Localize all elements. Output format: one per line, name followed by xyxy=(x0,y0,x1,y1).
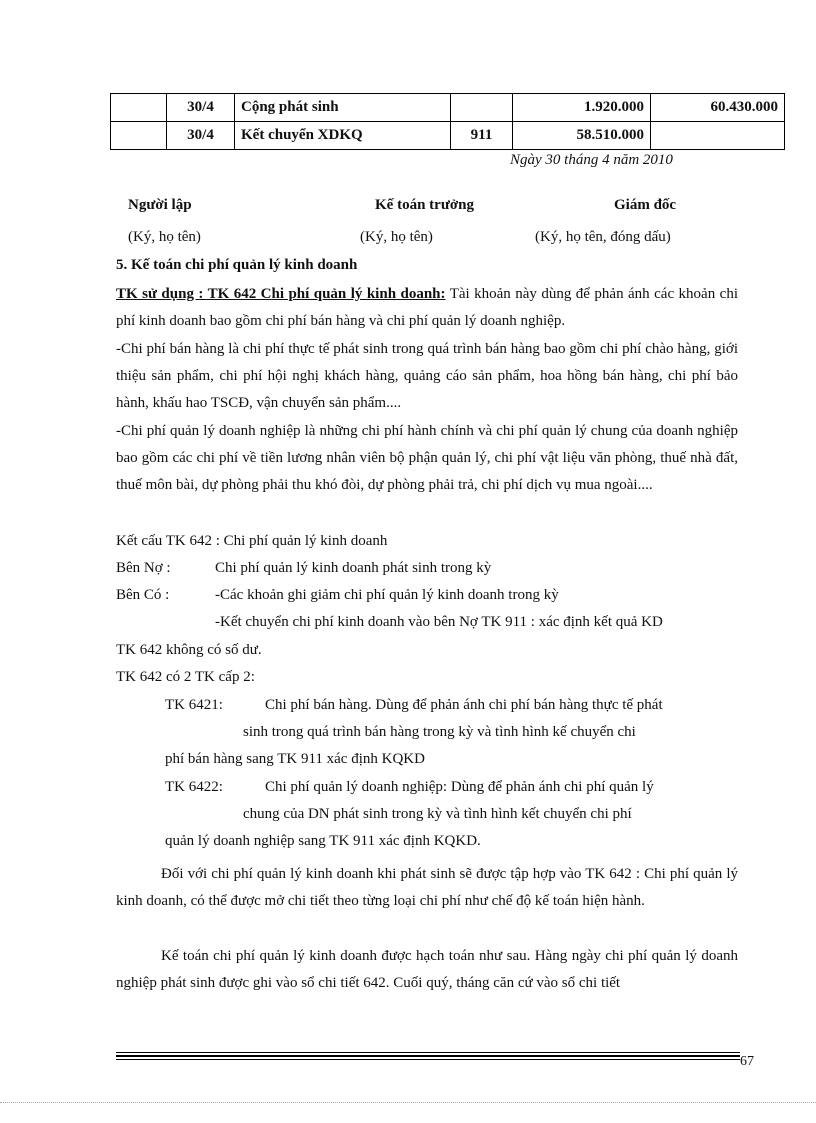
footer-rule-top xyxy=(116,1052,740,1053)
recording-paragraph: Kế toán chi phí quản lý kinh doanh được hạch toán như sau. Hàng ngày chi phí quản lý doanh nghiệp phát sinh được ghi vào sổ chi tiết 642. Cuối quý, tháng căn cứ vào sổ chi tiết xyxy=(116,948,738,991)
date-line: Ngày 30 tháng 4 năm 2010 xyxy=(510,152,673,168)
credit-side-label: Bên Có : xyxy=(116,587,170,603)
collection-paragraph: Đối với chi phí quản lý kinh doanh khi phát sinh sẽ được tập hợp vào TK 642 : Chi phí quản lý kinh doanh, có thể được mở chi tiết theo từng loại chi phí như chế độ kế toán hiện hành. xyxy=(116,866,738,909)
no-balance-note: TK 642 không có số dư. xyxy=(116,642,262,658)
row-description: Cộng phát sinh xyxy=(235,94,451,122)
tk6422-line-2: chung của DN phát sinh trong kỳ và tình hình kết chuyển chi phí xyxy=(243,806,632,822)
tk6421-line-3: phí bán hàng sang TK 911 xác định KQKD xyxy=(165,751,425,767)
sales-expense-paragraph: -Chi phí bán hàng là chi phí thực tế phát sinh trong quá trình bán hàng bao gồm chi phí chào hàng, giới thiệu sản phẩm, chi phí hội nghị khách hàng, quảng cáo sản phẩm, hoa hồng bán hàng, chi phí bảo hành, khấu hao TSCĐ, vận chuyển sản phẩm.... xyxy=(116,341,738,411)
signature-chief-accountant-title: Kế toán trưởng xyxy=(375,197,474,213)
row-debit: 58.510.000 xyxy=(513,122,651,150)
table-row xyxy=(111,94,785,122)
ledger-table xyxy=(110,93,785,150)
empty-cell xyxy=(111,94,167,122)
intro-label: TK sử dụng : TK 642 Chi phí quản lý kinh doanh: xyxy=(116,286,446,302)
tk6422-line-3: quản lý doanh nghiệp sang TK 911 xác định KQKD. xyxy=(165,833,481,849)
tk6421-code: TK 6421: xyxy=(165,697,223,713)
table-row xyxy=(111,122,785,150)
signature-director-title: Giám đốc xyxy=(614,197,677,213)
row-date: 30/4 xyxy=(167,122,235,150)
intro-paragraph xyxy=(116,281,738,335)
row-account xyxy=(451,94,513,122)
footer-rule-middle xyxy=(116,1055,740,1057)
section-heading: 5. Kế toán chi phí quản lý kinh doanh xyxy=(116,257,358,273)
row-credit: 60.430.000 xyxy=(651,94,785,122)
debit-side-text: Chi phí quản lý kinh doanh phát sinh trong kỳ xyxy=(215,560,492,576)
credit-side-text-2: -Kết chuyển chi phí kinh doanh vào bên Nợ TK 911 : xác định kết quả KD xyxy=(215,614,663,630)
signature-director-note: (Ký, họ tên, đóng dấu) xyxy=(535,229,671,245)
empty-cell xyxy=(111,122,167,150)
tk6422-code: TK 6422: xyxy=(165,779,223,795)
signature-chief-accountant-note: (Ký, họ tên) xyxy=(360,229,433,245)
credit-side-text-1: -Các khoản ghi giảm chi phí quản lý kinh doanh trong kỳ xyxy=(215,587,559,603)
signature-preparer-note: (Ký, họ tên) xyxy=(128,229,201,245)
row-date: 30/4 xyxy=(167,94,235,122)
footer-rule-bottom xyxy=(116,1059,740,1060)
admin-expense-paragraph: -Chi phí quản lý doanh nghiệp là những chi phí hành chính và chi phí quản lý chung của doanh nghiệp bao gồm các chi phí về tiền lương nhân viên bộ phận quản lý, chi phí vật liệu văn phòng, thuế nhà đất, thuế môn bài, dự phòng phải thu khó đòi, dự phòng phải trả, chi phí dịch vụ mua ngoài.... xyxy=(116,423,738,493)
page-number: 67 xyxy=(740,1054,754,1069)
row-account: 911 xyxy=(451,122,513,150)
structure-title: Kết cấu TK 642 : Chi phí quản lý kinh doanh xyxy=(116,533,388,549)
sub-accounts-title: TK 642 có 2 TK cấp 2: xyxy=(116,669,255,685)
tk6422-line-1: Chi phí quản lý doanh nghiệp: Dùng để phản ánh chi phí quản lý xyxy=(265,779,654,795)
page-bottom-divider xyxy=(0,1102,816,1103)
row-debit: 1.920.000 xyxy=(513,94,651,122)
tk6421-line-2: sinh trong quá trình bán hàng trong kỳ và tình hình kế chuyển chi xyxy=(243,724,636,740)
row-description: Kết chuyển XDKQ xyxy=(235,122,451,150)
intro-text: Tài khoản này dùng để phản ánh các khoản chi phí kinh doanh bao gồm chi phí bán hàng và chi phí quản lý doanh nghiệp. xyxy=(116,286,738,329)
tk6421-line-1: Chi phí bán hàng. Dùng để phản ánh chi phí bán hàng thực tế phát xyxy=(265,697,663,713)
signature-preparer-title: Người lập xyxy=(128,197,192,213)
debit-side-label: Bên Nợ : xyxy=(116,560,171,576)
row-credit xyxy=(651,122,785,150)
